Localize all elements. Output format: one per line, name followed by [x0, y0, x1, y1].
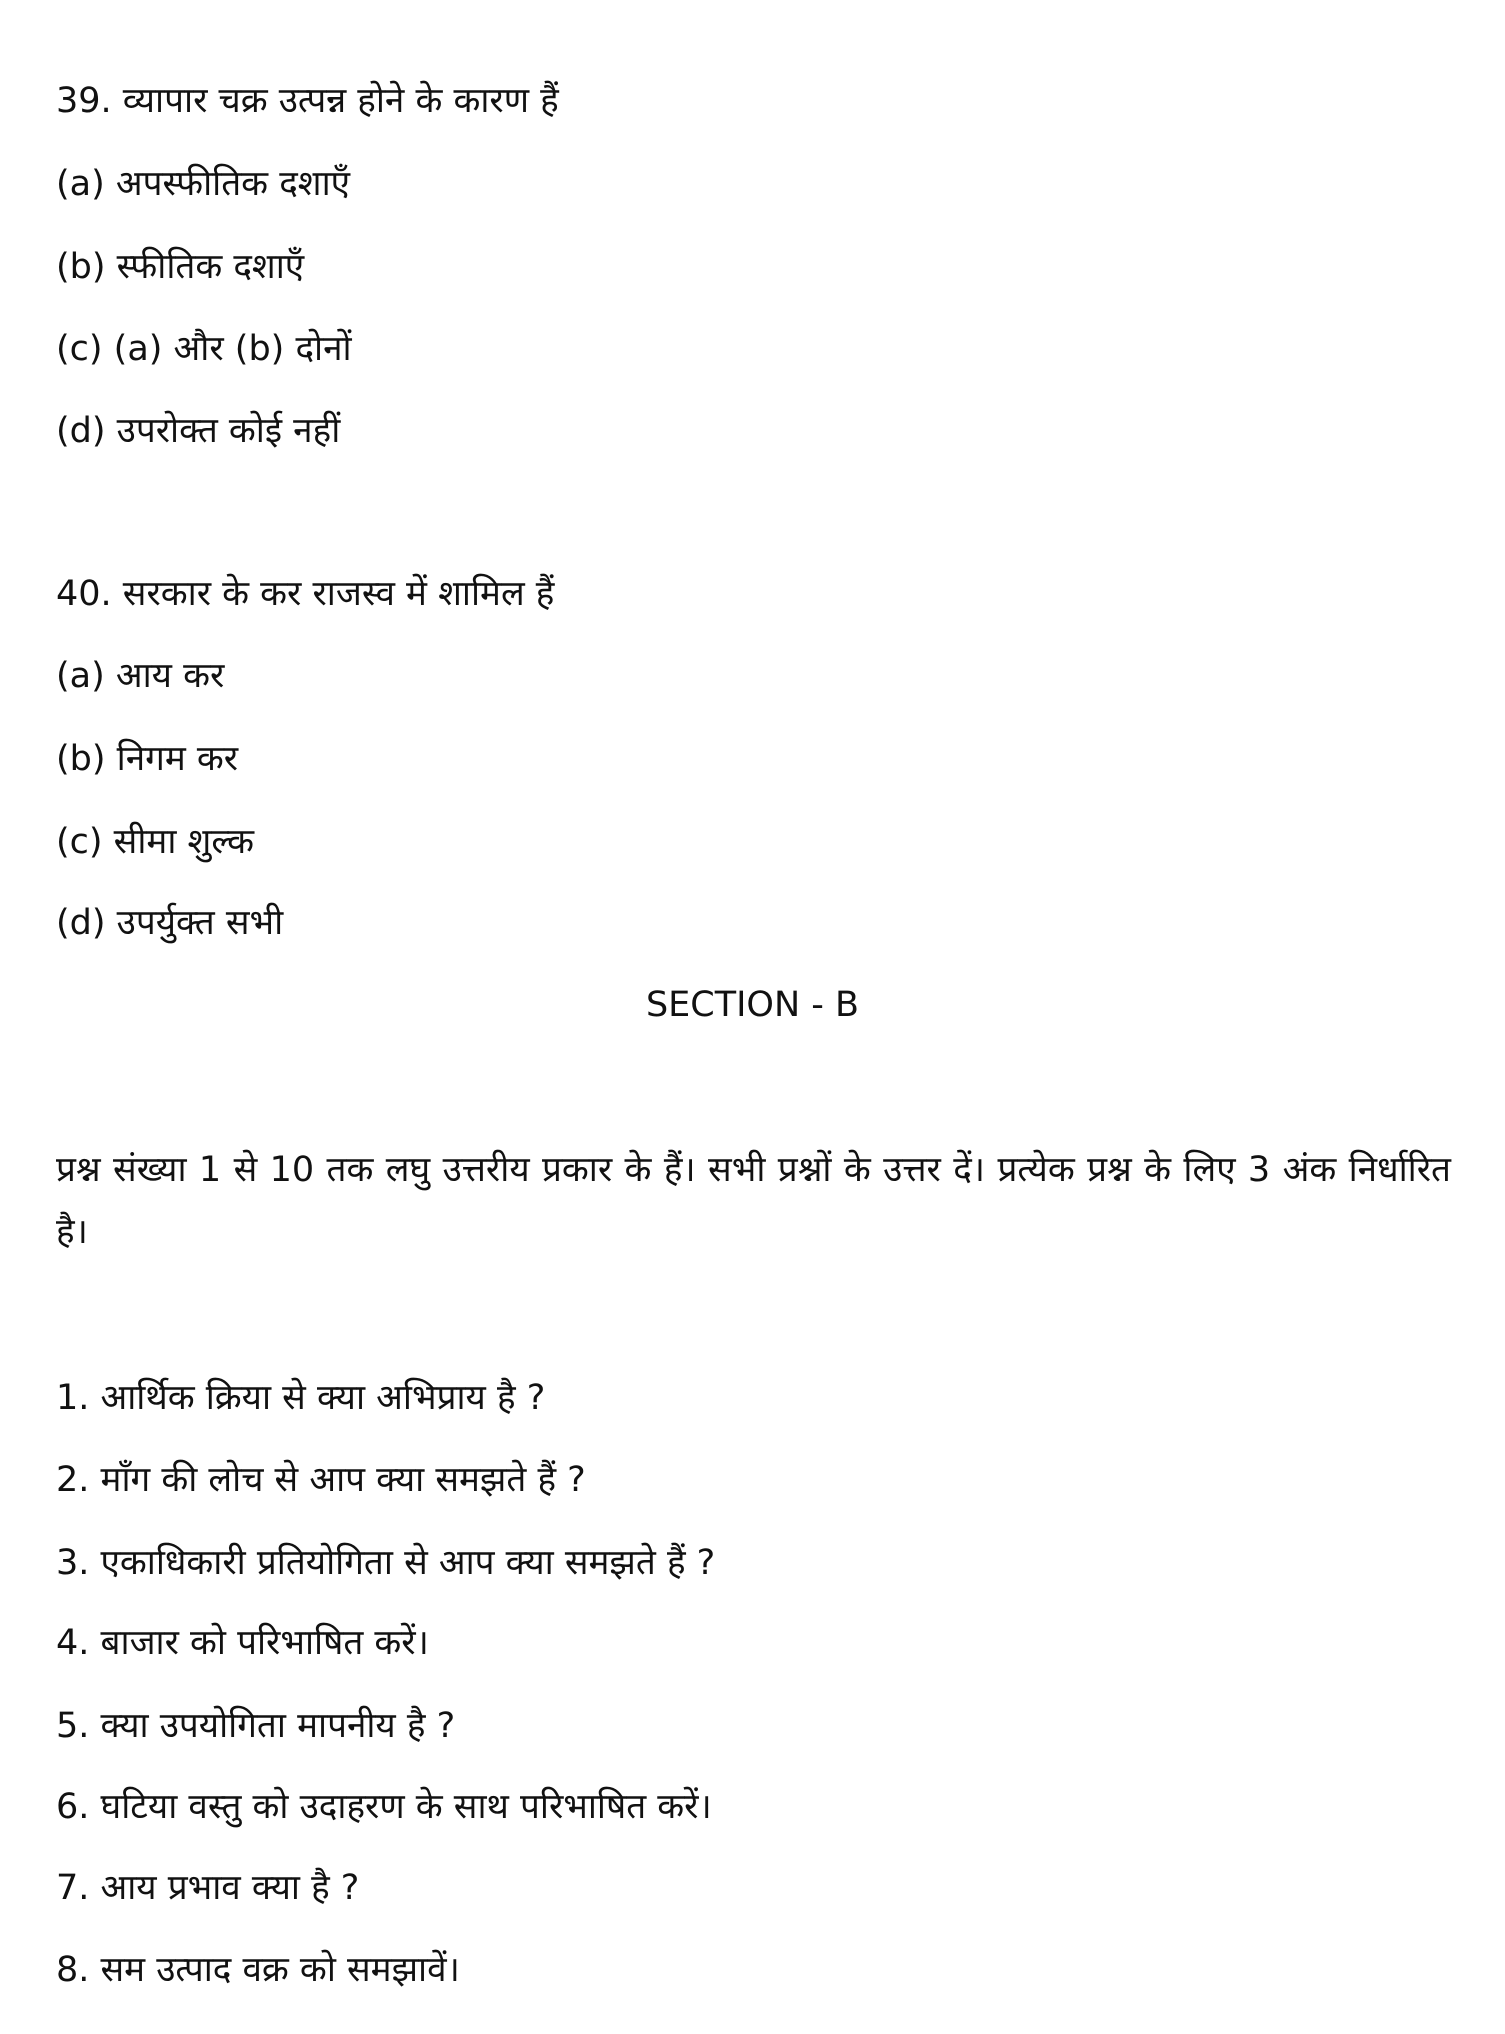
option-c: (c) सीमा शुल्क — [56, 822, 254, 862]
list-item: 4. बाजार को परिभाषित करें। — [56, 1623, 429, 1663]
option-b: (b) निगम कर — [56, 739, 239, 779]
list-item: 3. एकाधिकारी प्रतियोगिता से आप क्या समझते हैं ? — [56, 1543, 716, 1583]
question-text: 40. सरकार के कर राजस्व में शामिल हैं — [56, 574, 555, 614]
list-item: 2. माँग की लोच से आप क्या समझते हैं ? — [56, 1460, 586, 1500]
list-item: 6. घटिया वस्तु को उदाहरण के साथ परिभाषित करें। — [56, 1787, 712, 1827]
list-item: 5. क्या उपयोगिता मापनीय है ? — [56, 1706, 456, 1746]
question-text: 39. व्यापार चक्र उत्पन्न होने के कारण हैं — [56, 81, 559, 121]
option-c: (c) (a) और (b) दोनों — [56, 329, 352, 369]
option-d: (d) उपर्युक्त सभी — [56, 903, 284, 943]
option-b: (b) स्फीतिक दशाएँ — [56, 247, 305, 287]
list-item: 8. सम उत्पाद वक्र को समझावें। — [56, 1950, 460, 1990]
list-item: 7. आय प्रभाव क्या है ? — [56, 1868, 360, 1908]
option-a: (a) आय कर — [56, 656, 225, 696]
list-item: 1. आर्थिक क्रिया से क्या अभिप्राय है ? — [56, 1378, 546, 1418]
option-d: (d) उपरोक्त कोई नहीं — [56, 411, 341, 451]
section-instructions: प्रश्न संख्या 1 से 10 तक लघु उत्तरीय प्रकार के हैं। सभी प्रश्नों के उत्तर दें। प्रत्येक प्रश्न के लिए 3 अंक निर्धारित है। — [56, 1150, 1451, 1252]
section-heading: SECTION - B — [645, 985, 860, 1025]
option-a: (a) अपस्फीतिक दशाएँ — [56, 164, 350, 204]
